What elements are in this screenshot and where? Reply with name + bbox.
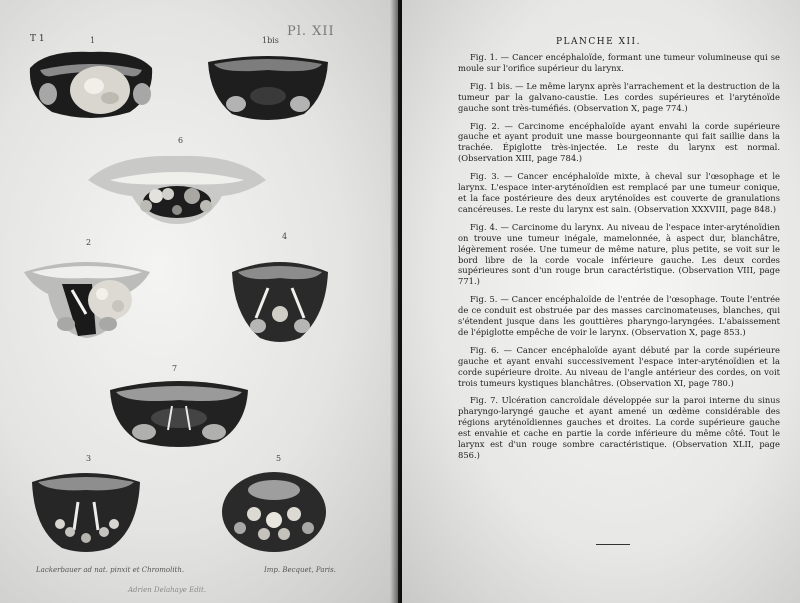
legend-fig-4: Fig. 4. — Carcinome du larynx. Au niveau de l'espace inter-aryténoïdien on trouve une tumeur inégale, mamelonnée, à aspect dur, blanchâtre, légèrement rosée. Une tumeur de même nature, plus petite, se voit sur le bord libre de la corde vocale inférieure gauche. Les deux cordes supérieures sont d'un rouge brun caractéristique. (Observation VIII, page 771.)	[458, 221, 780, 287]
legend-fig-1: Fig. 1. — Cancer encéphaloïde, formant une tumeur volumineuse qui se moule sur l'orifice supérieur du larynx.	[458, 52, 780, 73]
figure-7-illustration	[108, 376, 250, 448]
fig-label-5: 5	[276, 454, 282, 463]
fig-label-2: 2	[86, 238, 92, 247]
legend-fig-3: Fig. 3. — Cancer encéphaloïde mixte, à cheval sur l'œsophage et le larynx. L'espace inter-aryténoïdien est remplacé par une tumeur conique, et la face postérieure des deux aryténoïdes est couverte de granulations cancéreuses. Le reste du larynx est sain. (Observation XXXVIII, page 848.)	[458, 171, 780, 214]
fig-label-1: 1	[90, 36, 96, 45]
fig-label-4: 4	[282, 232, 288, 241]
figure-1-illustration	[26, 46, 156, 120]
legend-fig-5: Fig. 5. — Cancer encéphaloïde de l'entrée de l'œsophage. Toute l'entrée de ce conduit est obstruée par des masses carcinomateuses, blanches, qui s'étendent jusque dans les gouttières pharyngo-laryngées. L'abaissement de l'épiglotte empêche de voir le larynx. (Observation X, page 853.)	[458, 294, 780, 337]
plate-page	[0, 0, 398, 603]
publisher-credit: Adrien Delahaye Edit.	[128, 586, 207, 594]
artist-credit: Lackerbauer ad nat. pinxit et Chromolith.	[36, 566, 185, 574]
plate-number: Pl. XII	[287, 24, 335, 39]
figure-5-illustration	[220, 468, 328, 554]
printer-credit: Imp. Becquet, Paris.	[264, 566, 336, 574]
legend-fig-1bis: Fig. 1 bis. — Le même larynx après l'arrachement et la destruction de la tumeur par la galvano-caustie. Les cordes supérieures et l'aryténoïde gauche sont très-tuméfiés. (Observation X, page 774.)	[458, 80, 780, 113]
legend-fig-7: Fig. 7. Ulcération cancroïdale développée sur la paroi interne du sinus pharyngo-laryngé gauche et ayant amené un œdème considérable des régions aryténoïdiennes gauches et droites. La corde supérieure gauche est envahie et cache en partie la corde inférieure du même côté. Tout le larynx est d'un rouge sombre caractéristique. (Observation XLII, page 856.)	[458, 395, 780, 460]
legend-fig-6: Fig. 6. — Cancer encéphaloïde ayant débuté par la corde supérieure gauche et ayant envahi successivement l'espace inter-aryténoïdien et la corde supérieure droite. Au niveau de l'angle antérieur des cordes, on voit trois tumeurs kystiques blanchâtres. (Observation XI, page 780.)	[458, 344, 780, 388]
figure-2-illustration	[22, 254, 152, 340]
figure-3-illustration	[30, 468, 142, 552]
fig-label-6: 6	[178, 136, 184, 145]
fig-label-3: 3	[86, 454, 92, 463]
closing-rule	[596, 544, 630, 545]
figure-1bis-illustration	[206, 52, 330, 122]
legend-text	[458, 52, 780, 468]
figure-6-illustration	[86, 150, 268, 226]
legend-fig-2: Fig. 2. — Carcinome encéphaloïde ayant envahi la corde supérieure gauche et ayant produit une masse bourgeonnante qui fait saillie dans la trachée. Épiglotte très-injectée. Le reste du larynx est normal. (Observation XIII, page 784.)	[458, 120, 780, 164]
planche-title: PLANCHE XII.	[556, 37, 641, 47]
fig-label-1bis: 1bis	[262, 36, 279, 45]
fig-label-7: 7	[172, 364, 178, 373]
figure-4-illustration	[230, 256, 330, 344]
corner-mark: T 1	[30, 34, 45, 44]
